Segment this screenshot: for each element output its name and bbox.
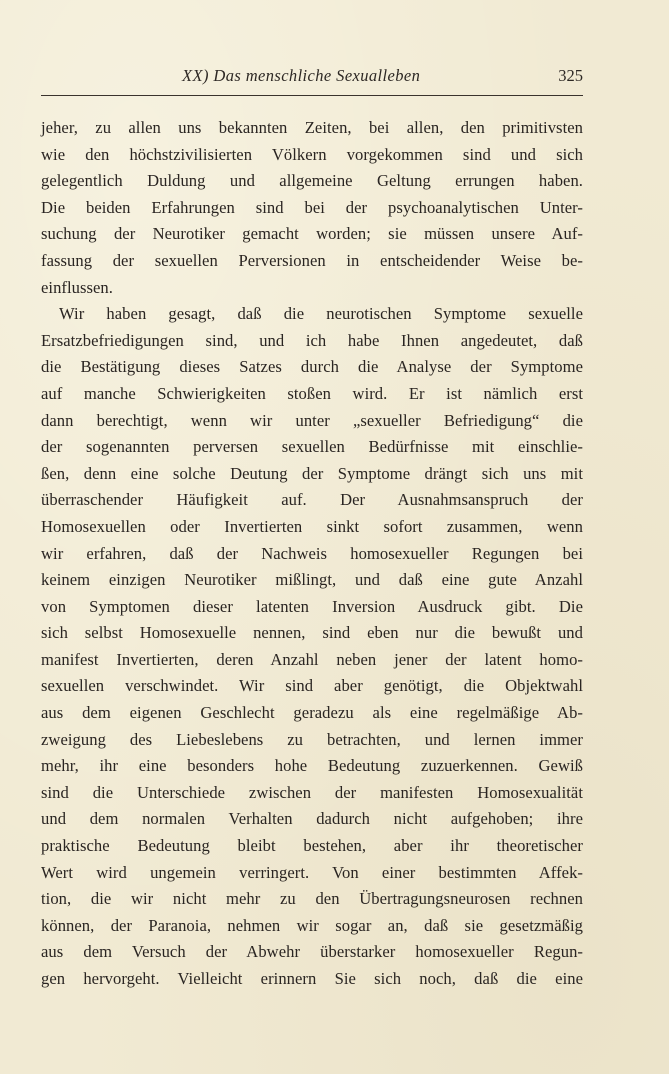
text-line: Wert wird ungemein verringert. Von einer bestimmten Affek- <box>41 862 583 882</box>
text-line: keinem einzigen Neurotiker mißlingt, und daß eine gute Anzahl <box>41 570 583 590</box>
header-rule <box>41 95 583 96</box>
text-line: Wir haben gesagt, daß die neurotischen Symptome sexuelle <box>59 304 583 324</box>
text-line: und dem normalen Verhalten dadurch nicht aufgehoben; ihre <box>41 809 583 829</box>
text-line: von Symptomen dieser latenten Inversion Ausdruck gibt. Die <box>41 596 583 616</box>
text-line: einflussen. <box>41 277 113 297</box>
text-line: wie den höchstzivilisierten Völkern vorgekommen sind und sich <box>41 144 583 164</box>
text-line: der sogenannten perversen sexuellen Bedürfnisse mit einschlie- <box>41 437 583 457</box>
text-line: können, der Paranoia, nehmen wir sogar an, daß sie gesetzmäßig <box>41 915 583 935</box>
text-line: die Bestätigung dieses Satzes durch die Analyse der Symptome <box>41 357 583 377</box>
text-line: Homosexuellen oder Invertierten sinkt sofort zusammen, wenn <box>41 516 583 536</box>
text-line: fassung der sexuellen Perversionen in entscheidender Weise be- <box>41 250 583 270</box>
text-line: aus dem Versuch der Abwehr überstarker homosexueller Regun- <box>41 942 583 962</box>
text-line: gen hervorgeht. Vielleicht erinnern Sie sich noch, daß die eine <box>41 969 583 988</box>
text-line: wir erfahren, daß der Nachweis homosexueller Regungen bei <box>41 543 583 563</box>
text-line: dann berechtigt, wenn wir unter „sexueller Befriedigung“ die <box>41 410 583 430</box>
page-header <box>41 66 583 92</box>
body-text <box>41 115 583 993</box>
text-line: Ersatzbefriedigungen sind, und ich habe Ihnen angedeutet, daß <box>41 330 583 350</box>
text-line: gelegentlich Duldung und allgemeine Geltung errungen haben. <box>41 171 583 191</box>
text-line: tion, die wir nicht mehr zu den Übertragungsneurosen rechnen <box>41 889 583 909</box>
text-line: praktische Bedeutung bleibt bestehen, aber ihr theoretischer <box>41 836 583 856</box>
text-line: suchung der Neurotiker gemacht worden; sie müssen unsere Auf- <box>41 224 583 244</box>
text-line: überraschender Häufigkeit auf. Der Ausnahmsanspruch der <box>41 490 583 510</box>
text-line: auf manche Schwierigkeiten stoßen wird. Er ist nämlich erst <box>41 383 583 403</box>
text-line: sind die Unterschiede zwischen der manifesten Homosexualität <box>41 782 583 802</box>
text-line: mehr, ihr eine besonders hohe Bedeutung zuzuerkennen. Gewiß <box>41 756 583 776</box>
running-head: XX) Das menschliche Sexualleben <box>182 66 421 85</box>
text-line: jeher, zu allen uns bekannten Zeiten, bei allen, den primitivsten <box>41 118 583 137</box>
text-line: manifest Invertierten, deren Anzahl neben jener der latent homo- <box>41 649 583 669</box>
page-number: 325 <box>558 66 583 85</box>
text-line: ßen, denn eine solche Deutung der Symptome drängt sich uns mit <box>41 463 583 483</box>
text-line: aus dem eigenen Geschlecht geradezu als eine regelmäßige Ab- <box>41 703 583 723</box>
text-line: zweigung des Liebeslebens zu betrachten, und lernen immer <box>41 729 583 749</box>
text-line: Die beiden Erfahrungen sind bei der psychoanalytischen Unter- <box>41 197 583 217</box>
text-line: sich selbst Homosexuelle nennen, sind eben nur die bewußt und <box>41 623 583 643</box>
text-line: sexuellen verschwindet. Wir sind aber genötigt, die Objektwahl <box>41 676 583 696</box>
